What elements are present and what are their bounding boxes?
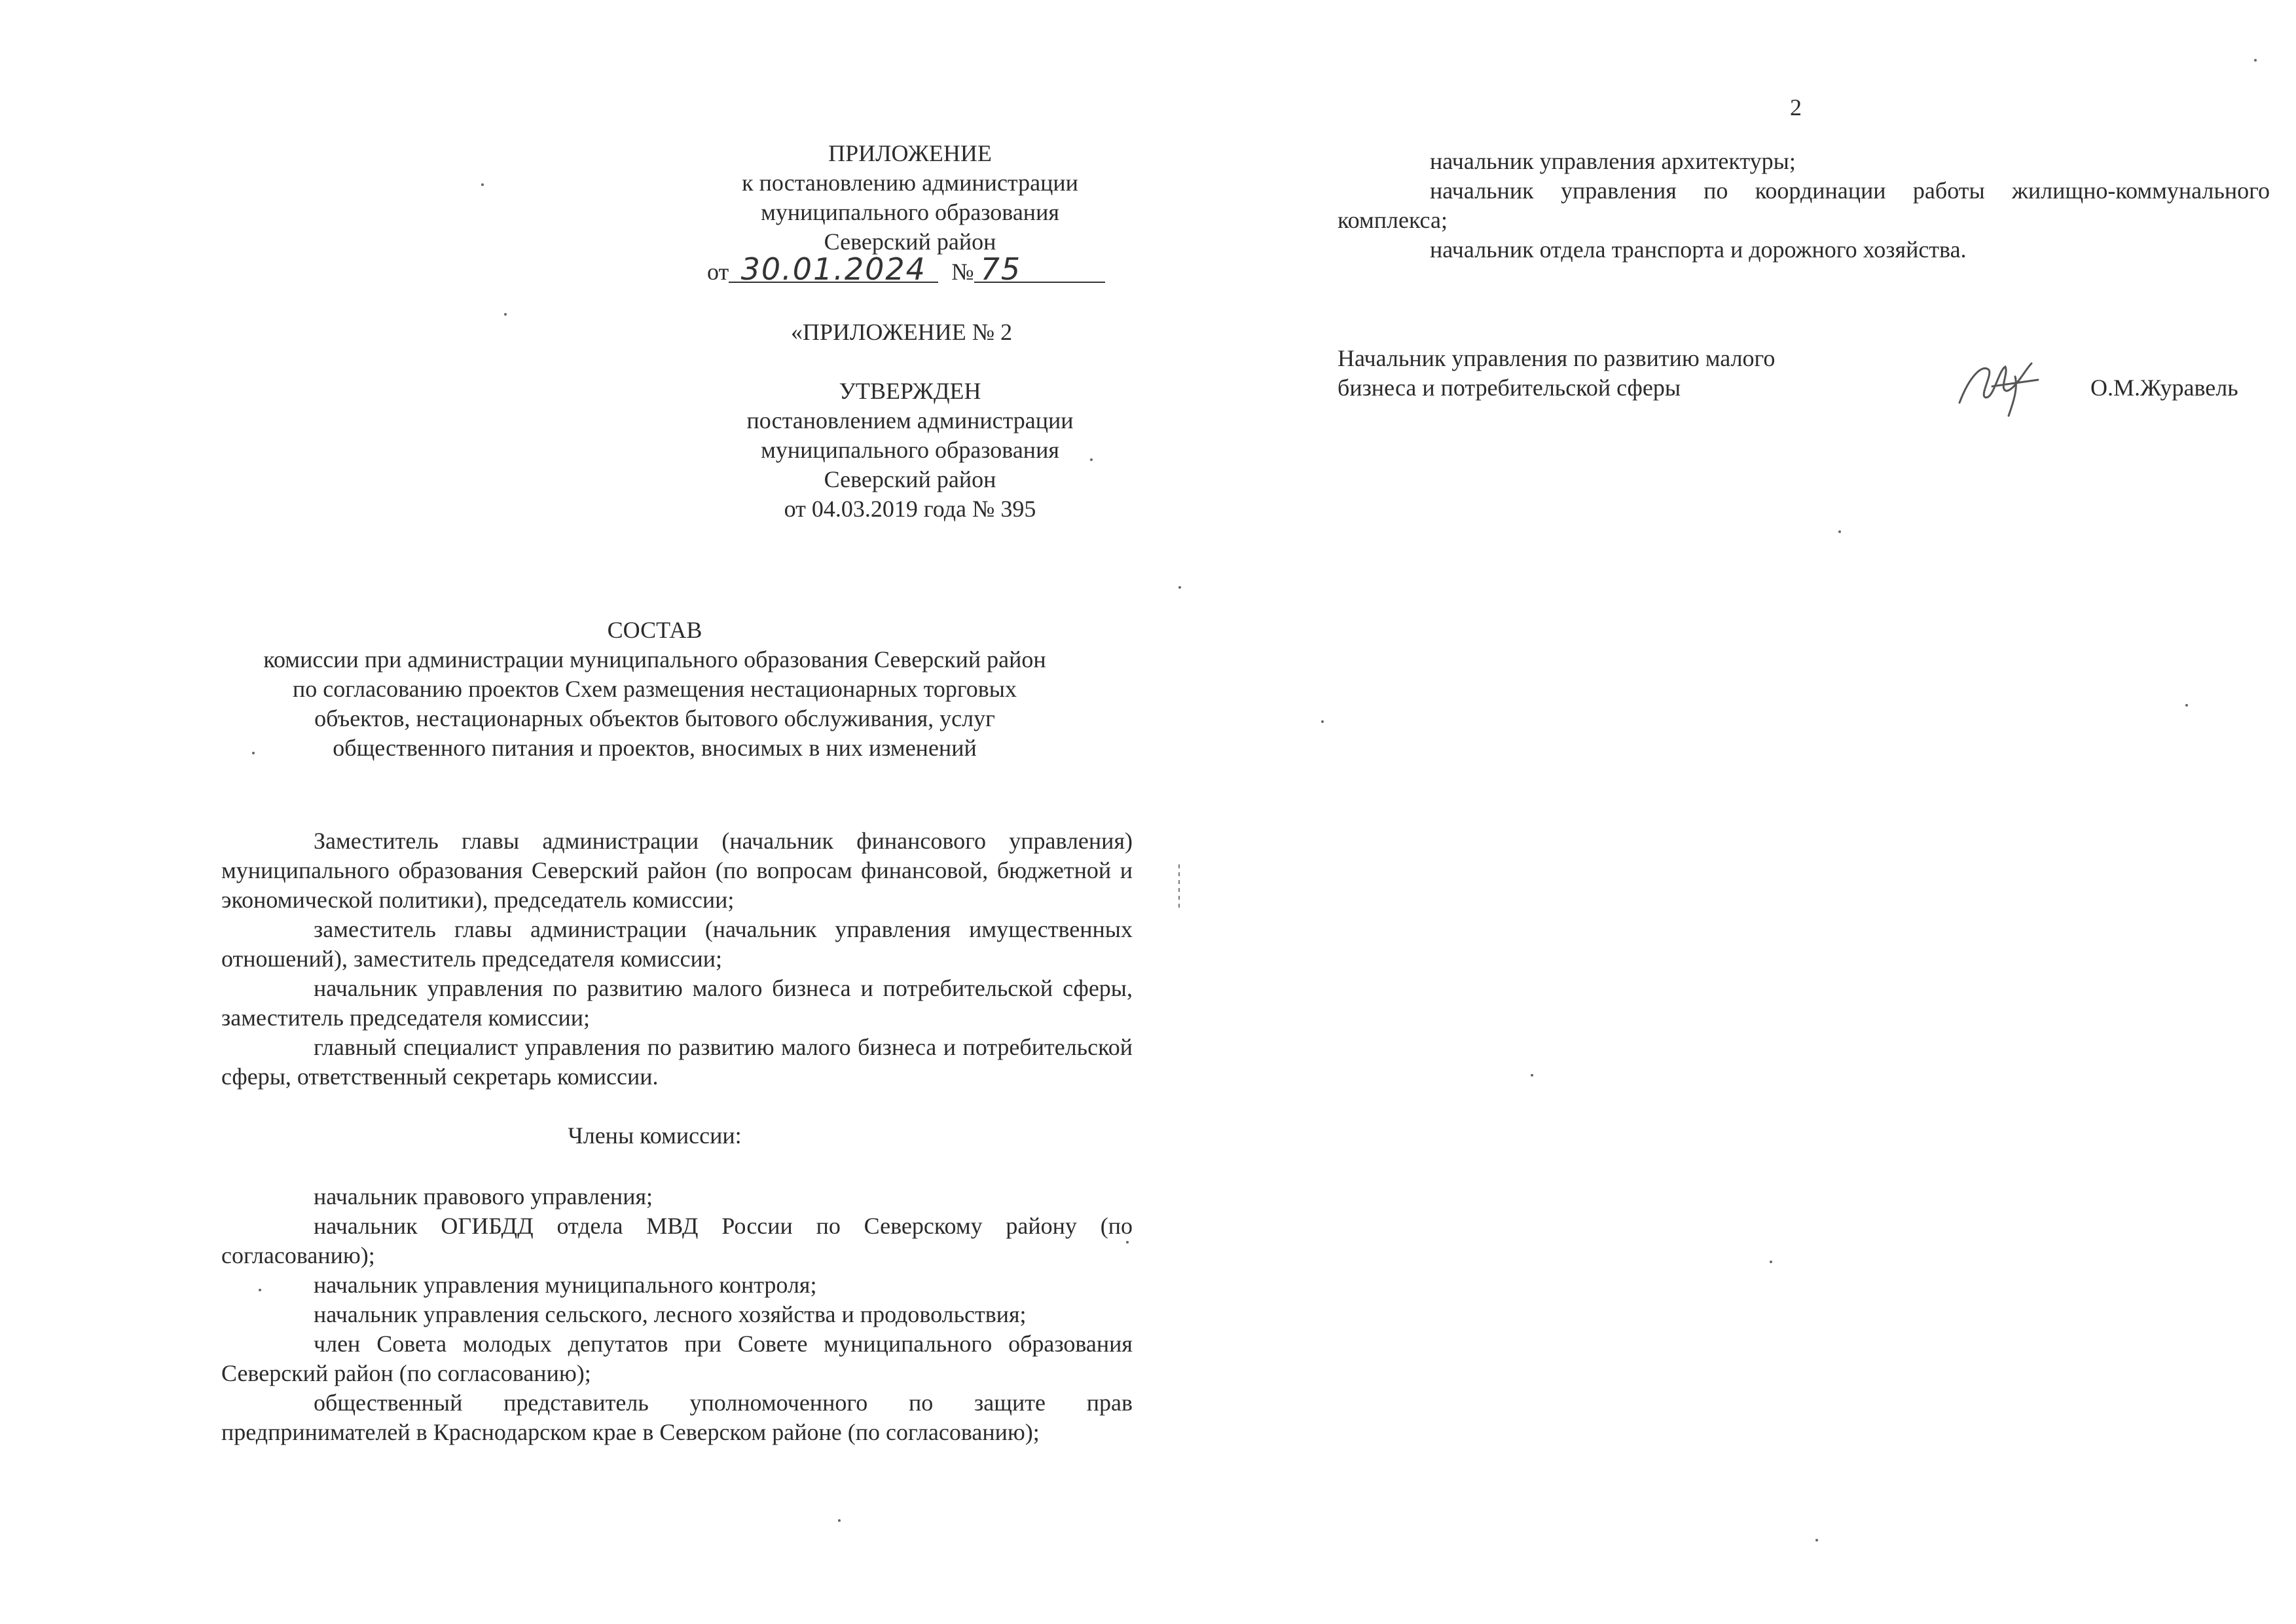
signature-position xyxy=(1338,344,1927,403)
title-line-1: комиссии при администрации муниципального образования Северский район xyxy=(263,646,1046,673)
member-item: начальник управления сельского, лесного хозяйства и продовольствия; xyxy=(314,1301,1027,1327)
leadership-item: Заместитель главы администрации (начальник финансового управления) муниципального образования Северский район (по вопросам финансовой, бюджетной и экономической политики), председатель комиссии; xyxy=(221,828,1133,913)
handwritten-number: 75 xyxy=(974,257,1105,283)
date-prefix: от xyxy=(707,259,729,285)
scan-speck xyxy=(1770,1261,1772,1263)
title-heading: СОСТАВ xyxy=(607,617,702,643)
members-list xyxy=(221,1182,1133,1447)
member-item: начальник ОГИБДД отдела МВД России по Северскому району (по согласованию); xyxy=(221,1213,1133,1268)
members-heading: Члены комиссии: xyxy=(568,1122,742,1149)
title-line-3: объектов, нестационарных объектов бытового обслуживания, услуг xyxy=(314,705,995,731)
title-line-2: по согласованию проектов Схем размещения нестационарных торговых xyxy=(293,676,1017,702)
member-item: начальник управления по координации работы жилищно-коммунального комплекса; xyxy=(1338,177,2270,233)
member-item: начальник отдела транспорта и дорожного хозяйства. xyxy=(1430,236,1967,263)
leadership-item: начальник управления по развитию малого бизнеса и потребительской сферы, заместитель председателя комиссии; xyxy=(221,975,1133,1031)
scan-speck xyxy=(1321,720,1324,723)
leadership-item: главный специалист управления по развитию малого бизнеса и потребительской сферы, ответственный секретарь комиссии. xyxy=(221,1034,1133,1090)
scan-speck xyxy=(1531,1074,1533,1077)
approved-block xyxy=(694,377,1126,524)
scan-speck xyxy=(504,313,507,316)
handwritten-date: 30.01.2024 xyxy=(729,257,938,283)
approved-line-5: от 04.03.2019 года № 395 xyxy=(784,496,1036,522)
header-line-3: муниципального образования xyxy=(761,199,1059,225)
scan-speck xyxy=(838,1519,841,1522)
leadership-list xyxy=(221,826,1133,1092)
approved-line-2: постановлением администрации xyxy=(746,407,1074,434)
member-item: начальник управления архитектуры; xyxy=(1430,148,1796,174)
member-item: начальник управления муниципального контроля; xyxy=(314,1272,817,1298)
signature-position-line-2: бизнеса и потребительской сферы xyxy=(1338,375,1681,401)
scan-speck xyxy=(259,1289,261,1291)
header-line-4: Северский район xyxy=(824,229,996,255)
scan-speck xyxy=(252,752,255,754)
composition-title xyxy=(196,616,1113,763)
signatory-name: О.М.Журавель xyxy=(2090,375,2238,401)
scan-speck xyxy=(2254,59,2257,62)
header-date-line xyxy=(681,251,1139,287)
number-prefix: № xyxy=(951,259,974,285)
approved-line-1: УТВЕРЖДЕН xyxy=(839,378,981,404)
header-line-2: к постановлению администрации xyxy=(742,170,1078,196)
scan-speck xyxy=(1838,530,1841,533)
member-item: общественный представитель уполномоченного по защите прав предпринимателей в Краснодарском крае в Северском районе (по согласованию); xyxy=(221,1390,1133,1445)
scan-speck xyxy=(481,183,484,186)
right-page xyxy=(1148,0,2296,1624)
title-line-4: общественного питания и проектов, вносимых в них изменений xyxy=(333,735,977,761)
members-continued-list xyxy=(1338,147,2270,265)
scan-speck xyxy=(1815,1539,1818,1541)
approved-line-4: Северский район xyxy=(824,466,996,492)
scan-speck xyxy=(1126,1241,1129,1244)
member-item: член Совета молодых депутатов при Совете муниципального образования Северский район (по согласованию); xyxy=(221,1331,1133,1386)
signature-position-line-1: Начальник управления по развитию малого xyxy=(1338,345,1776,371)
member-item: начальник правового управления; xyxy=(314,1183,653,1209)
scan-speck xyxy=(1090,458,1093,461)
approved-line-3: муниципального образования xyxy=(761,437,1059,463)
header-line-1: ПРИЛОЖЕНИЕ xyxy=(828,140,992,166)
page-number: 2 xyxy=(1790,94,1802,120)
appendix-label: «ПРИЛОЖЕНИЕ № 2 xyxy=(791,319,1013,345)
header-block xyxy=(681,139,1139,287)
handwritten-signature xyxy=(1953,350,2051,422)
scan-speck xyxy=(2185,704,2188,707)
leadership-item: заместитель главы администрации (начальник управления имущественных отношений), заместитель председателя комиссии; xyxy=(221,916,1133,972)
